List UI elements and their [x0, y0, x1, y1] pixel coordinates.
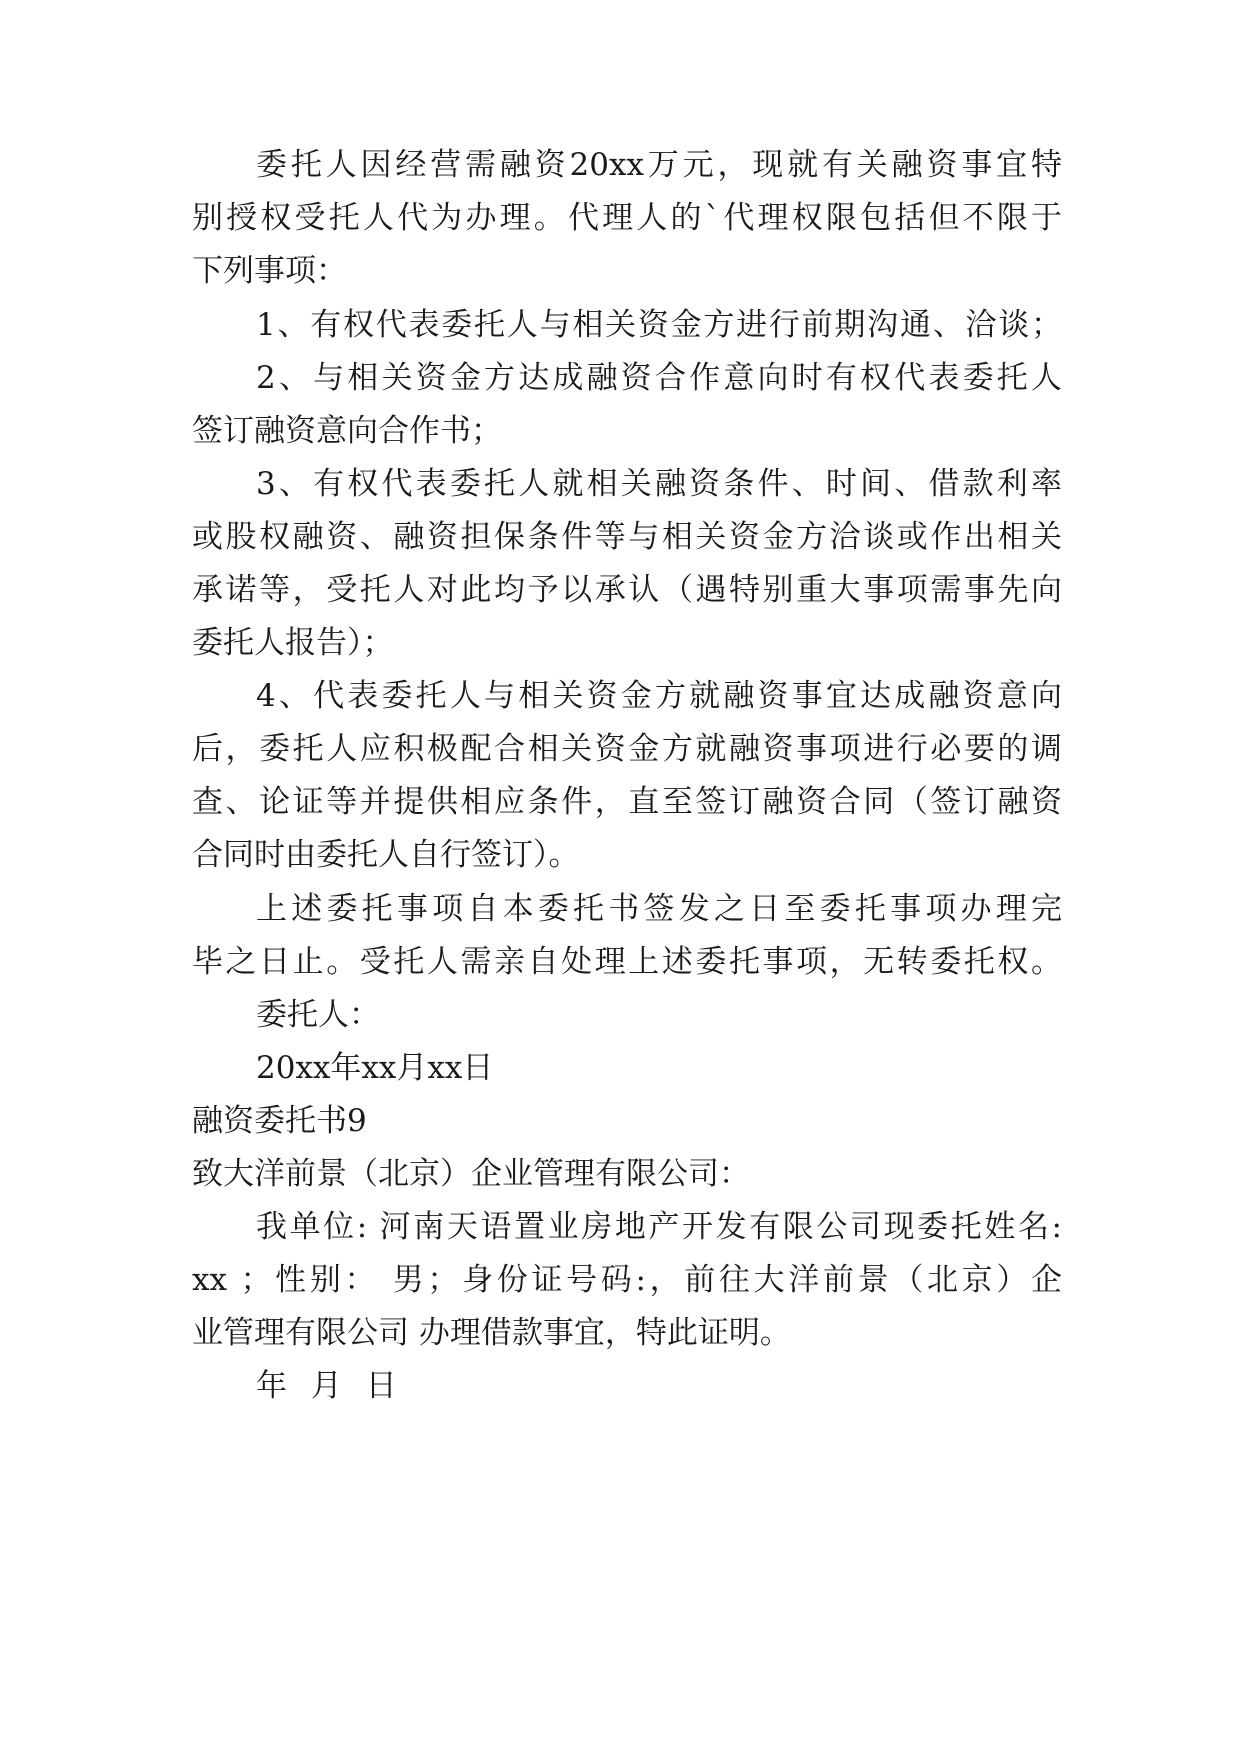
item2-line2: 签订融资意向合作书； [192, 413, 502, 449]
item1-line1: 1、有权代表委托人与相关资金方进行前期沟通、洽谈； [256, 307, 1062, 343]
item4-line4: 合同时由委托人自行签订）。 [192, 837, 580, 873]
item3-line1: 3、有权代表委托人就相关融资条件、时间、借款利率 [256, 466, 1062, 502]
term-line1: 上述委托事项自本委托书签发之日至委托事项办理完 [256, 891, 1062, 927]
para1-line1: 委托人因经营需融资20xx万元，现就有关融资事宜特 [256, 147, 1062, 183]
signature-date-line: 年 月 日 [256, 1368, 397, 1404]
para1-line3: 下列事项： [192, 253, 347, 289]
item2-line1: 2、与相关资金方达成融资合作意向时有权代表委托人 [256, 360, 1062, 396]
para1-line2: 别授权受托人代为办理。代理人的`代理权限包括但不限于 [192, 200, 1062, 236]
item4-line1: 4、代表委托人与相关资金方就融资事宜达成融资意向 [256, 678, 1062, 714]
addressee-line: 致大洋前景（北京）企业管理有限公司： [192, 1156, 750, 1192]
item3-line4: 委托人报告）； [192, 625, 394, 661]
body-line3: 业管理有限公司 办理借款事宜，特此证明。 [192, 1315, 791, 1351]
principal-label: 委托人： [256, 997, 380, 1033]
term-line2: 毕之日止。受托人需亲自处理上述委托事项，无转委托权。 [192, 944, 1062, 980]
date-line: 20xx年xx月xx日 [256, 1050, 494, 1086]
section-title: 融资委托书9 [192, 1103, 367, 1139]
item3-line3: 承诺等，受托人对此均予以承认（遇特别重大事项需事先向 [192, 572, 1062, 608]
item3-line2: 或股权融资、融资担保条件等与相关资金方洽谈或作出相关 [192, 519, 1062, 555]
item4-line2: 后，委托人应积极配合相关资金方就融资事项进行必要的调 [192, 731, 1062, 767]
body-line2: xx ；性别： 男；身份证号码:，前往大洋前景（北京）企 [192, 1262, 1062, 1298]
body-line1: 我单位: 河南天语置业房地产开发有限公司现委托姓名: [256, 1209, 1062, 1245]
item4-line3: 查、论证等并提供相应条件，直至签订融资合同（签订融资 [192, 784, 1062, 820]
